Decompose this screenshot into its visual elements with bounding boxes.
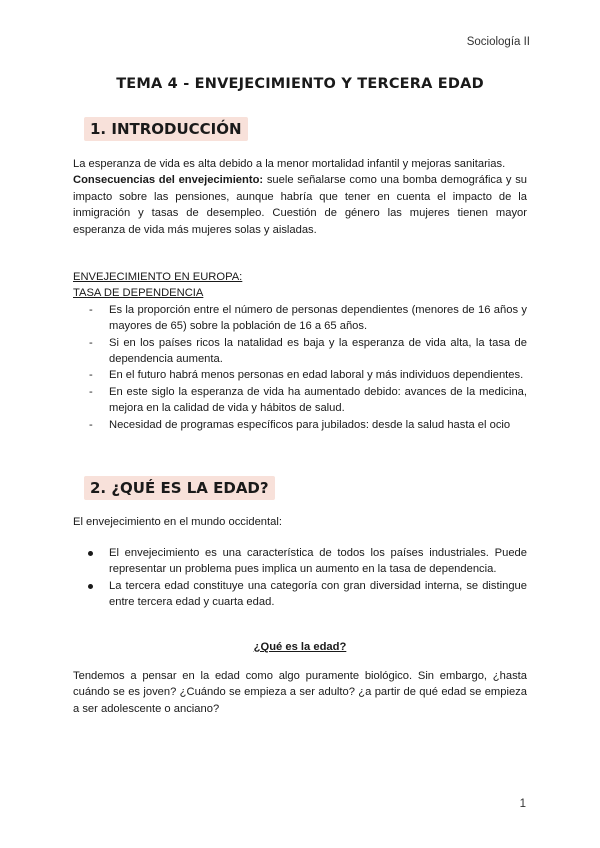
dependency-item: - Si en los países ricos la natalidad es baja y la esperanza de vida alta, la tasa de dependencia aumenta.: [73, 335, 527, 368]
bullet-dot-icon: [88, 584, 93, 589]
dependency-item: - Necesidad de programas específicos para jubilados: desde la salud hasta el ocio: [73, 417, 527, 433]
dependency-item: - En el futuro habrá menos personas en edad laboral y más individuos dependientes.: [73, 367, 527, 383]
introduction-text: [73, 156, 527, 238]
aging-bullet-item: [73, 578, 527, 611]
europe-label: ENVEJECIMIENTO EN EUROPA:: [73, 271, 243, 283]
intro-paragraph-1: La esperanza de vida es alta debido a la menor mortalidad infantil y mejoras sanitarias.: [73, 158, 506, 170]
page-title: TEMA 4 - ENVEJECIMIENTO Y TERCERA EDAD: [116, 76, 484, 92]
dependency-label: TASA DE DEPENDENCIA: [73, 287, 204, 300]
what-is-age-paragraph: Tendemos a pensar en la edad como algo puramente biológico. Sin embargo, ¿hasta cuándo se es joven? ¿Cuándo se empieza a ser adulto? ¿a partir de qué edad se empieza a ser adolescente o anciano?: [73, 670, 527, 715]
dependency-list: [73, 302, 527, 433]
bullet-dot-icon: [88, 551, 93, 556]
aging-bullet-item: [73, 545, 527, 578]
dependency-block: [73, 269, 527, 433]
consequences-text: suele señalarse como una bomba demográfica y su impacto sobre las pensiones, aunque habría que tener en cuenta el impacto de la inmigración y tasas de desempleo. Cuestión de género las mujeres tienen mayor esperanza de vida más mujeres solas y aisladas.: [73, 174, 528, 236]
dependency-item: - Es la proporción entre el número de personas dependientes (menores de 16 años y mayores de 65) sobre la población de 16 a 65 años.: [73, 302, 527, 335]
section2-intro: [73, 514, 527, 530]
aging-bullet-text: El envejecimiento es una característica de todos los países industriales. Puede representar un problema pues implica un aumento en la tasa de dependencia.: [109, 547, 527, 576]
intro-paragraph-2: [73, 172, 527, 238]
aging-bullet-list: [73, 545, 527, 611]
section2-bullets: [73, 545, 527, 611]
dependency-item: - En este siglo la esperanza de vida ha aumentado debido: avances de la medicina, mejora en la calidad de vida y hábitos de salud.: [73, 384, 527, 417]
consequences-label: Consecuencias del envejecimiento:: [73, 174, 264, 187]
section-heading-que-es-la-edad: 2. ¿QUÉ ES LA EDAD?: [84, 476, 275, 500]
page-header-course: Sociología II: [466, 36, 530, 48]
page-number: 1: [519, 798, 526, 810]
aging-bullet-text: La tercera edad constituye una categoría con gran diversidad interna, se distingue entre tercera edad y cuarta edad.: [109, 579, 527, 609]
section2-intro-text: El envejecimiento en el mundo occidental:: [73, 516, 282, 528]
section-heading-introduccion: 1. INTRODUCCIÓN: [84, 117, 248, 141]
subheading-que-es-la-edad: ¿Qué es la edad?: [253, 641, 347, 653]
section2-paragraph: [73, 668, 527, 717]
